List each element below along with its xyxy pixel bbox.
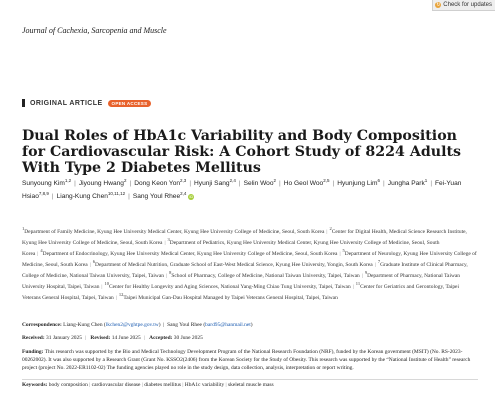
affiliation-separator: |	[89, 261, 91, 268]
revised-label: Revised:	[90, 335, 111, 341]
author-name[interactable]: Liang-Kung Chen	[56, 193, 108, 201]
author-affiliation-ref: 6	[377, 178, 381, 183]
correspondence-email-1[interactable]: lkchen2@vghtpe.gov.tw	[105, 322, 159, 328]
affiliations	[22, 225, 478, 302]
keywords-label: Keywords:	[22, 382, 48, 388]
author-separator: |	[128, 193, 130, 201]
affiliation-number: 11	[355, 280, 361, 286]
correspondence: Correspondence: Liang-Kung Chen (lkchen2@vghtpe.gov.tw) | Sang Youl Rhee (bard95@hanmail.net)	[22, 322, 253, 328]
affiliation-text: Department of Pharmacy, National Taiwan University Hospital, Taipei, Taiwan	[22, 272, 461, 290]
keyword-separator: |	[140, 382, 145, 388]
author-name[interactable]: Jungha Park	[387, 180, 425, 188]
received-date: 31 January 2025	[46, 335, 82, 341]
article-type-row	[22, 99, 151, 107]
affiliation-number: 10	[104, 280, 110, 286]
author-name[interactable]: Sunyoung Kim	[22, 180, 65, 188]
keyword: body composition	[48, 382, 88, 388]
keyword-separator: |	[224, 382, 228, 388]
keyword: skeletal muscle mass	[228, 382, 274, 388]
correspondence-email-2[interactable]: bard95@hanmail.net	[205, 322, 251, 328]
funding-text: This research was supported by the Bio and Medical Technology Development Program of the National Research Foundation (NRF), funded by the Korean government (MSIT) (No. RS-2023-00262002). It was also supported by a Research Grant (Grant No. KSSO2(2406) from the Korean Society for the Study of Obesity. This research was supported by the “National Institute of Health” research project (project No. 2022-ER1102-02) The funding agencies played no role in the study design, data collection, analysis, interpretation or report writing.	[22, 349, 471, 371]
affiliation-text: Department of Endocrinology, Kyung Hee University Medical Center, Kyung Hee University College of Medicine, Seoul, South Korea	[42, 250, 338, 257]
affiliation-text: Department of Pediatrics, Kyung Hee University Medical Center, Kyung Hee University College of Medicine, Seoul, South Korea	[22, 239, 440, 257]
keywords-list	[49, 382, 274, 388]
author-affiliation-ref: 2,5	[323, 178, 330, 183]
article-type-label: ORIGINAL ARTICLE	[30, 99, 103, 107]
affiliation-text: Center for Geriatrics and Gerontology, Taipei Veterans General Hospital, Taipei, Taiwan	[22, 283, 459, 301]
author-separator: |	[189, 180, 192, 188]
article-type-marker	[22, 99, 25, 107]
author-separator: |	[51, 193, 54, 201]
author-name[interactable]: Dong Keon Yon	[134, 180, 181, 188]
affiliation-number: 4	[40, 247, 43, 253]
affiliation-separator: |	[115, 294, 117, 301]
author-name[interactable]: Hyunji Sang	[194, 180, 230, 188]
affiliation-number: 6	[92, 258, 96, 264]
refresh-icon: ↻	[436, 2, 441, 8]
affiliation-text: Graduate Institute of Clinical Pharmacy, College of Medicine, National Taiwan University, Taipei, Taiwan	[22, 261, 468, 279]
keyword: cardiovascular disease	[91, 382, 141, 388]
affiliation-text: School of Pharmacy, College of Medicine, National Taiwan University, Taipei, Taiwan	[171, 272, 360, 279]
check-for-updates-label: Check for updates	[443, 2, 492, 8]
author-separator: |	[129, 180, 132, 188]
author-affiliation-ref: 2	[273, 178, 277, 183]
affiliation-text: Department of Family Medicine, Kyung Hee University Medical Center, Kyung Hee University College of Medicine, Seoul, South Korea	[24, 228, 325, 235]
funding	[22, 348, 478, 372]
received-label: Received:	[22, 335, 45, 341]
keyword-separator: |	[180, 382, 185, 388]
author-affiliation-ref: 2,3	[180, 178, 187, 183]
affiliation-number: 7	[377, 258, 381, 264]
author-affiliation-ref: 2	[123, 178, 127, 183]
author-affiliation-ref: 2,4	[229, 178, 236, 183]
author-name[interactable]: Hyunjung Lim	[337, 180, 378, 188]
author-affiliation-ref: 7,8,9	[38, 191, 49, 197]
affiliation-separator: |	[165, 272, 168, 279]
revised-date: 14 June 2025	[111, 335, 141, 341]
author-affiliation-ref: 10,11,12	[107, 191, 126, 197]
author-name[interactable]: Ho Geol Woo	[283, 180, 324, 188]
affiliation-number: 8	[169, 269, 172, 275]
author-separator: |	[383, 180, 385, 188]
author-separator: |	[279, 180, 281, 188]
affiliation-number: 2	[329, 226, 332, 231]
article-dates: Received: 31 January 2025 | Revised: 14 June 2025 | Accepted: 30 June 2025	[22, 335, 203, 341]
divider	[22, 379, 478, 380]
journal-name: Journal of Cachexia, Sarcopenia and Muscle	[22, 26, 167, 35]
correspondence-label: Correspondence:	[22, 322, 62, 328]
affiliation-separator: |	[361, 272, 363, 279]
author-affiliation-ref: 1,2	[64, 178, 72, 183]
affiliation-text: Department of Medical Nutrition, Graduate School of East-West Medical Science, Kyung Hee University, Yongin, South Korea	[95, 261, 373, 268]
author-affiliation-ref: 2,4	[180, 191, 187, 197]
orcid-icon[interactable]: iD	[189, 193, 194, 199]
correspondence-person-1: Liang-Kung Chen	[63, 322, 103, 328]
accepted-date: 30 June 2025	[173, 335, 203, 341]
article-title: Dual Roles of HbA1c Variability and Body Composition for Cardiovascular Risk: A Cohort Study of 8224 Adults With Type 2 Diabetes Mellitus	[22, 128, 462, 176]
affiliation-separator: |	[374, 261, 376, 268]
keyword-separator: |	[87, 382, 92, 388]
affiliation-number: 9	[364, 269, 368, 275]
affiliation-number: 3	[167, 236, 170, 242]
affiliation-separator: |	[101, 283, 103, 290]
affiliation-number: 1	[22, 226, 25, 231]
author-name[interactable]: Sang Youl Rhee	[132, 193, 181, 201]
affiliation-text: Center for Digital Health, Medical Science Research Institute, Kyung Hee University College of Medicine, Seoul, South Korea	[22, 228, 467, 246]
affiliation-separator: |	[164, 239, 166, 246]
author-separator: |	[430, 180, 433, 188]
affiliation-separator: |	[339, 250, 341, 257]
keyword: diabetes mellitus	[144, 382, 181, 388]
author-name[interactable]: Jiyoung Hwang	[78, 180, 124, 188]
affiliation-separator: |	[326, 228, 328, 235]
affiliation-separator: |	[37, 250, 39, 257]
affiliation-text: Center for Healthy Longevity and Aging Sciences, National Yang-Ming Chiao Tung University, Taipei, Taiwan	[109, 283, 351, 290]
keyword: HbA1c variability	[184, 382, 225, 388]
affiliation-separator: |	[352, 283, 354, 290]
affiliation-number: 5	[342, 247, 345, 253]
affiliation-text: Department of Neurology, Kyung Hee University College of Medicine, Seoul, South Korea	[22, 250, 477, 268]
funding-label: Funding:	[22, 349, 44, 355]
open-access-badge: OPEN ACCESS	[108, 100, 152, 107]
keywords	[22, 382, 482, 388]
author-name[interactable]: Selin Woo	[243, 180, 274, 188]
affiliation-text: Taipei Municipal Gan-Dau Hospital Managed by Taipei Veterans General Hospital, Taipei, Taiwan	[123, 294, 338, 301]
author-affiliation-ref: 1	[424, 178, 428, 183]
author-list	[22, 176, 478, 202]
check-for-updates-badge[interactable]	[432, 0, 495, 11]
author-separator: |	[74, 180, 76, 188]
author-name[interactable]: Fei-Yuan Hsiao	[22, 180, 462, 201]
affiliation-number: 12	[118, 291, 124, 297]
author-separator: |	[238, 180, 241, 188]
correspondence-person-2: Sang Youl Rhee	[167, 322, 202, 328]
accepted-label: Accepted:	[149, 335, 173, 341]
author-separator: |	[332, 180, 335, 188]
